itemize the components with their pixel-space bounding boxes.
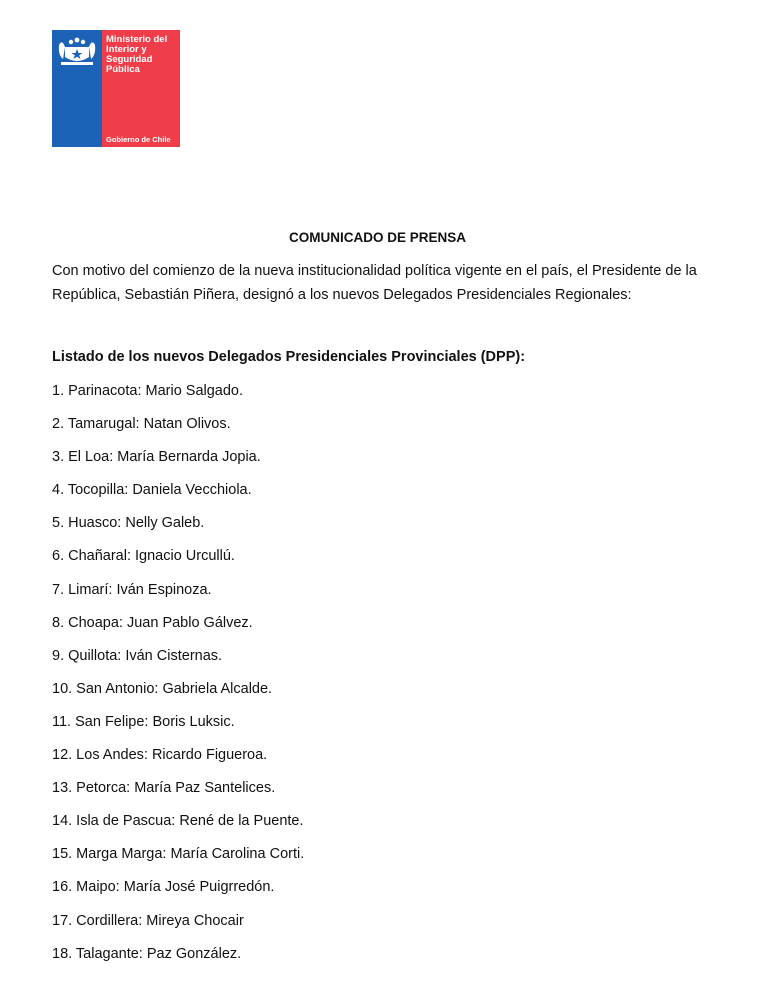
list-item: 12. Los Andes: Ricardo Figueroa. [52,747,268,764]
list-item: 6. Chañaral: Ignacio Urcullú. [52,548,235,565]
list-item: 8. Choapa: Juan Pablo Gálvez. [52,614,253,631]
government-label: Gobierno de Chile [106,135,171,144]
list-item: 15. Marga Marga: María Carolina Corti. [52,846,305,863]
list-item: 16. Maipo: María José Puigrredón. [52,879,275,896]
logo-blue-panel [52,30,102,147]
ministry-name: Ministerio del Interior y Seguridad Pública [106,34,168,75]
list-item: 9. Quillota: Iván Cisternas. [52,647,223,664]
delegates-list [52,381,304,977]
ministry-logo [52,30,180,147]
list-item: 1. Parinacota: Mario Salgado. [52,383,244,399]
list-item: 7. Limarí: Iván Espinoza. [52,581,212,598]
list-item: 17. Cordillera: Mireya Chocair [52,912,244,929]
list-item: 5. Huasco: Nelly Galeb. [52,515,205,532]
list-item: 13. Petorca: María Paz Santelices. [52,780,276,797]
list-item: 2. Tamarugal: Natan Olivos. [52,416,231,433]
list-item: 14. Isla de Pascua: René de la Puente. [52,813,304,830]
document-title: COMUNICADO DE PRENSA [288,230,466,245]
list-item: 11. San Felipe: Boris Luksic. [52,713,235,730]
list-heading: Listado de los nuevos Delegados Presidenciales Provinciales (DPP): [52,349,526,365]
list-item: 18. Talagante: Paz González. [52,945,242,962]
chile-coat-of-arms-icon [55,33,99,69]
list-item: 3. El Loa: María Bernarda Jopia. [52,449,261,466]
list-item: 10. San Antonio: Gabriela Alcalde. [52,680,273,697]
logo-red-panel [102,30,180,147]
list-item: 4. Tocopilla: Daniela Vecchiola. [52,482,252,499]
intro-paragraph: Con motivo del comienzo de la nueva institucionalidad política vigente en el país, el Presidente de la República, Sebastián Piñera, designó a los nuevos Delegados Presidenciales Regionales: [52,263,697,303]
